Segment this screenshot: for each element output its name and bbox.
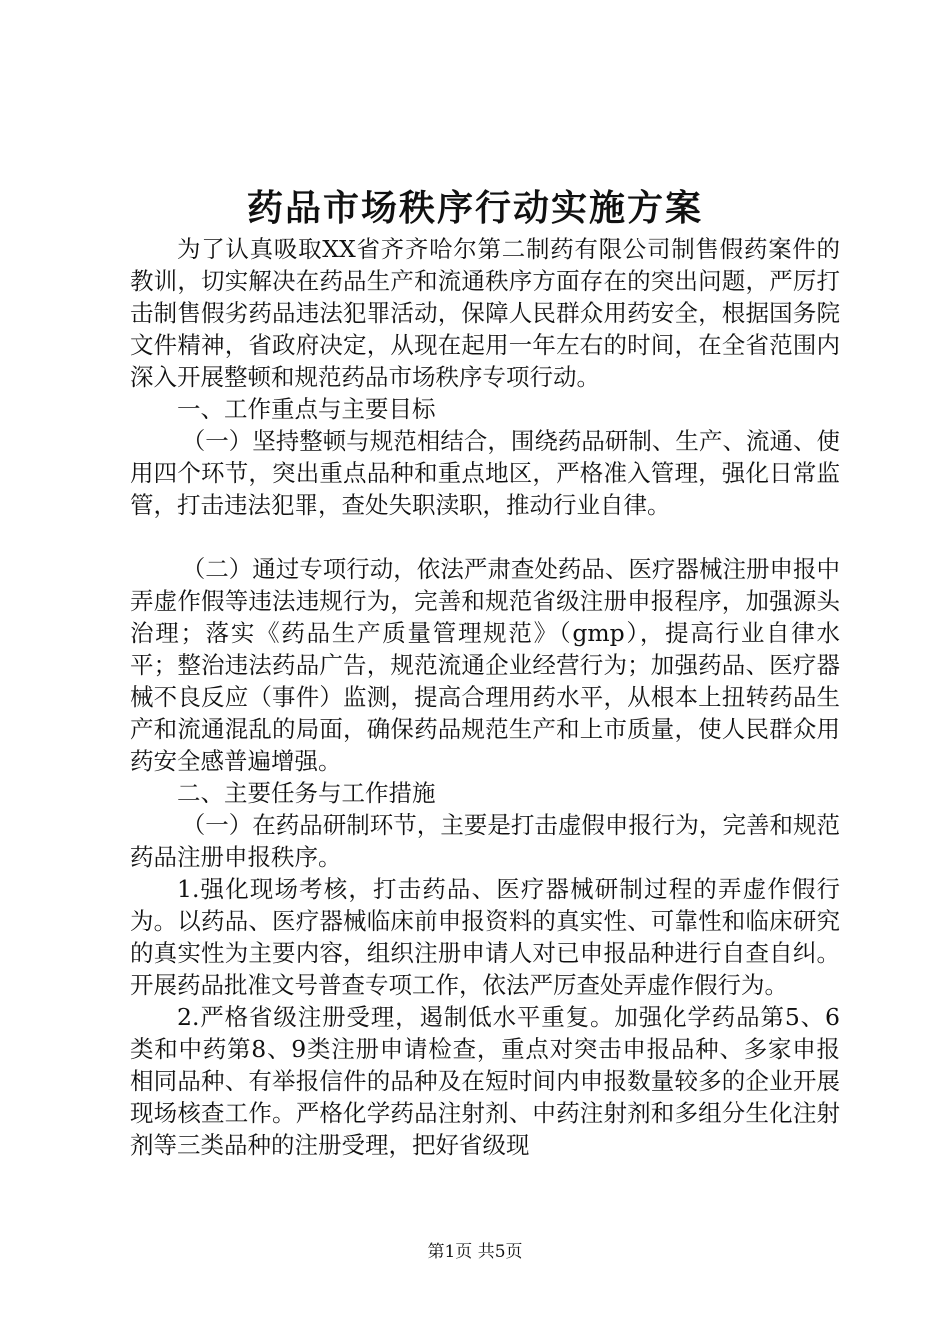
page-number: 第1页 共5页 [427, 1242, 523, 1262]
document-title: 药品市场秩序行动实施方案 [246, 187, 703, 229]
section-heading-1: 一、工作重点与主要目标 [177, 395, 436, 423]
subsection-paragraph: （一）在药品研制环节，主要是打击虚假申报行为，完善和规范药品注册申报秩序。 [130, 811, 840, 871]
intro-paragraph: 为了认真吸取XX省齐齐哈尔第二制药有限公司制售假药案件的教训，切实解决在药品生产和流通秩序方面存在的突出问题，严厉打击制售假劣药品违法犯罪活动，保障人民群众用药安全，根据国务院文件精神，省政府决定，从现在起用一年左右的时间，在全省范围内深入开展整顿和规范药品市场秩序专项行动。 [130, 235, 840, 391]
subsection-paragraph: （一）坚持整顿与规范相结合，围绕药品研制、生产、流通、使用四个环节，突出重点品种和重点地区，严格准入管理，强化日常监管，打击违法犯罪，查处失职渎职，推动行业自律。 [130, 427, 840, 519]
numbered-item: 1.强化现场考核，打击药品、医疗器械研制过程的弄虚作假行为。以药品、医疗器械临床前申报资料的真实性、可靠性和临床研究的真实性为主要内容，组织注册申请人对已申报品种进行自查自纠。开展药品批准文号普查专项工作，依法严厉查处弄虚作假行为。 [130, 875, 840, 999]
section-heading-2: 二、主要任务与工作措施 [177, 779, 436, 807]
document-body [130, 233, 840, 1161]
numbered-item: 2.严格省级注册受理，遏制低水平重复。加强化学药品第5、6类和中药第8、9类注册申请检查，重点对突击申报品种、多家申报相同品种、有举报信件的品种及在短时间内申报数量较多的企业开展现场核查工作。严格化学药品注射剂、中药注射剂和多组分生化注射剂等三类品种的注册受理，把好省级现 [130, 1003, 840, 1159]
subsection-paragraph: （二）通过专项行动，依法严肃查处药品、医疗器械注册申报中弄虚作假等违法违规行为，完善和规范省级注册申报程序，加强源头治理；落实《药品生产质量管理规范》（gmp），提高行业自律水平；整治违法药品广告，规范流通企业经营行为；加强药品、医疗器械不良反应（事件）监测，提高合理用药水平，从根本上扭转药品生产和流通混乱的局面，确保药品规范生产和上市质量，使人民群众用药安全感普遍增强。 [130, 555, 840, 775]
